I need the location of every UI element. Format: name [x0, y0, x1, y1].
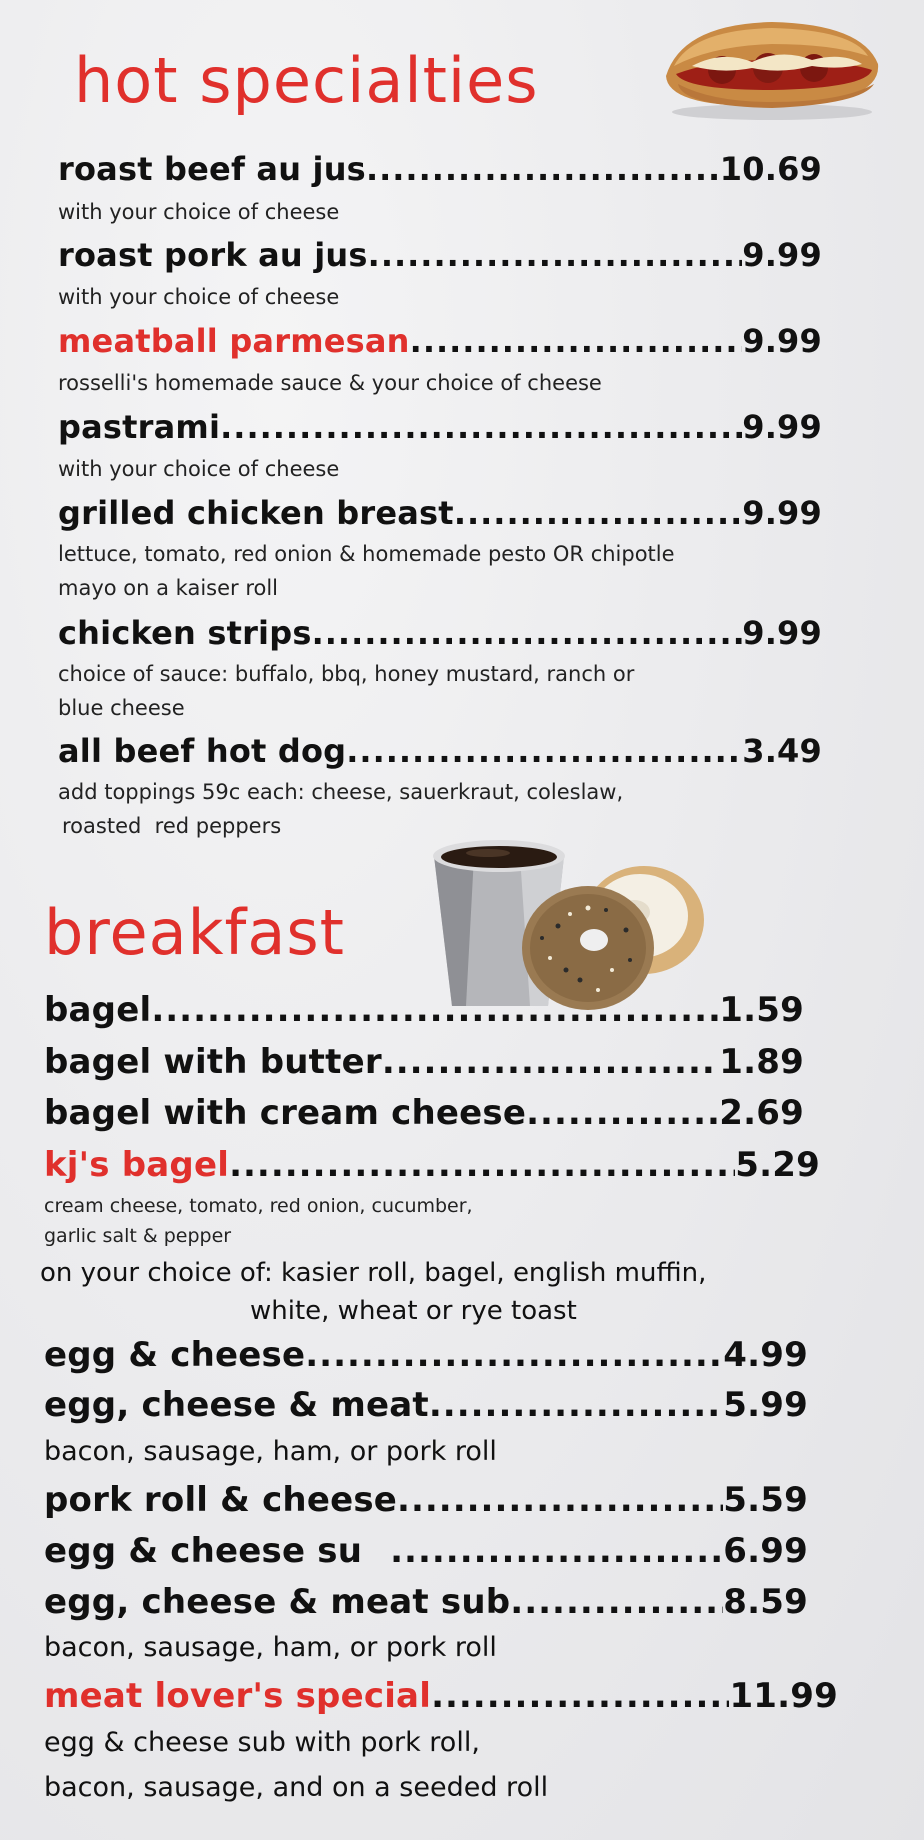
item-price: 1.59 [719, 990, 804, 1030]
menu-item-pastrami [58, 408, 822, 446]
item-price: 4.99 [723, 1335, 808, 1375]
dot-leader [431, 1676, 729, 1716]
item-description: choice of sauce: buffalo, bbq, honey mustard, ranch or [58, 662, 635, 686]
item-name: meatball parmesan [58, 322, 410, 360]
menu-item-meat-lovers-special [44, 1676, 838, 1716]
menu-item-egg-and-cheese [44, 1335, 808, 1375]
item-name: egg, cheese & meat [44, 1385, 429, 1425]
meatball-sub-image [652, 4, 892, 124]
dot-leader [368, 236, 743, 274]
item-price: 10.69 [719, 150, 822, 188]
item-price: 1.89 [719, 1042, 804, 1082]
item-name: pastrami [58, 408, 221, 446]
item-price: 8.59 [723, 1582, 808, 1622]
menu-item-egg-cheese-and-meat-sub [44, 1582, 808, 1622]
item-price: 5.59 [723, 1480, 808, 1520]
dot-leader [346, 732, 742, 770]
item-name: egg, cheese & meat sub [44, 1582, 511, 1622]
menu-item-egg-cheese-and-meat [44, 1385, 808, 1425]
item-description: with your choice of cheese [58, 285, 340, 309]
item-description: cream cheese, tomato, red onion, cucumber, [44, 1195, 473, 1217]
breakfast-heading: breakfast [44, 896, 345, 969]
item-name: roast beef au jus [58, 150, 366, 188]
dot-leader [312, 614, 743, 652]
item-price: 9.99 [742, 322, 822, 360]
item-name: chicken strips [58, 614, 312, 652]
menu-item-grilled-chicken-breast [58, 494, 822, 532]
item-name: egg & cheese [44, 1335, 306, 1375]
dot-leader [390, 1531, 723, 1571]
dot-leader [397, 1480, 723, 1520]
menu-item-bagel [44, 990, 804, 1030]
item-description: blue cheese [58, 696, 185, 720]
item-name: roast pork au jus [58, 236, 368, 274]
item-name: all beef hot dog [58, 732, 347, 770]
item-description: with your choice of cheese [58, 457, 340, 481]
menu-item-bagel-with-butter [44, 1042, 804, 1082]
menu-item-egg-and-cheese-sub [44, 1531, 808, 1571]
dot-leader [410, 322, 743, 360]
menu-item-kjs-bagel [44, 1145, 820, 1185]
item-name: bagel with butter [44, 1042, 382, 1082]
dot-leader [382, 1042, 719, 1082]
item-price: 9.99 [742, 494, 822, 532]
menu-item-meatball-parmesan [58, 322, 822, 360]
item-price: 5.99 [723, 1385, 808, 1425]
item-name: bagel [44, 990, 152, 1030]
item-description: lettuce, tomato, red onion & homemade pesto OR chipotle [58, 542, 675, 566]
dot-leader [526, 1093, 719, 1133]
item-price: 9.99 [742, 614, 822, 652]
dot-leader [305, 1335, 723, 1375]
dot-leader [454, 494, 742, 532]
item-description: rosselli's homemade sauce & your choice of cheese [58, 371, 602, 395]
menu-item-roast-beef-au-jus [58, 150, 822, 188]
dot-leader [151, 990, 719, 1030]
menu-item-roast-pork-au-jus [58, 236, 822, 274]
item-description: add toppings 59c each: cheese, sauerkraut, coleslaw, [58, 780, 624, 804]
item-price: 2.69 [719, 1093, 804, 1133]
dot-leader [510, 1582, 723, 1622]
item-description: garlic salt & pepper [44, 1225, 232, 1247]
menu-item-pork-roll-and-cheese [44, 1480, 808, 1520]
item-name: bagel with cream cheese [44, 1093, 527, 1133]
menu-item-chicken-strips [58, 614, 822, 652]
dot-leader [220, 408, 742, 446]
item-name: egg & cheese su [44, 1531, 363, 1571]
item-name: kj's bagel [44, 1145, 230, 1185]
dot-leader [366, 150, 720, 188]
item-description: roasted red peppers [62, 814, 282, 838]
item-price: 5.29 [735, 1145, 820, 1185]
menu-item-all-beef-hot-dog [58, 732, 822, 770]
item-description: bacon, sausage, ham, or pork roll [44, 1436, 497, 1467]
item-price: 11.99 [729, 1676, 838, 1716]
item-description: bacon, sausage, and on a seeded roll [44, 1772, 549, 1803]
item-description: with your choice of cheese [58, 200, 340, 224]
item-price: 3.49 [742, 732, 822, 770]
bread-choice-note: white, wheat or rye toast [250, 1296, 577, 1326]
item-price: 9.99 [742, 236, 822, 274]
item-description: bacon, sausage, ham, or pork roll [44, 1632, 497, 1663]
item-price: 6.99 [723, 1531, 808, 1571]
item-price: 9.99 [742, 408, 822, 446]
item-description: mayo on a kaiser roll [58, 576, 279, 600]
item-name: meat lover's special [44, 1676, 432, 1716]
menu-item-bagel-with-cream-cheese [44, 1093, 804, 1133]
item-description: egg & cheese sub with pork roll, [44, 1727, 480, 1758]
item-name: grilled chicken breast [58, 494, 454, 532]
dot-leader [229, 1145, 735, 1185]
item-name: pork roll & cheese [44, 1480, 398, 1520]
dot-leader [429, 1385, 723, 1425]
hot-specialties-heading: hot specialties [74, 44, 539, 117]
coffee-and-bagel-image [430, 830, 712, 1016]
bread-choice-note: on your choice of: kasier roll, bagel, english muffin, [40, 1258, 707, 1288]
